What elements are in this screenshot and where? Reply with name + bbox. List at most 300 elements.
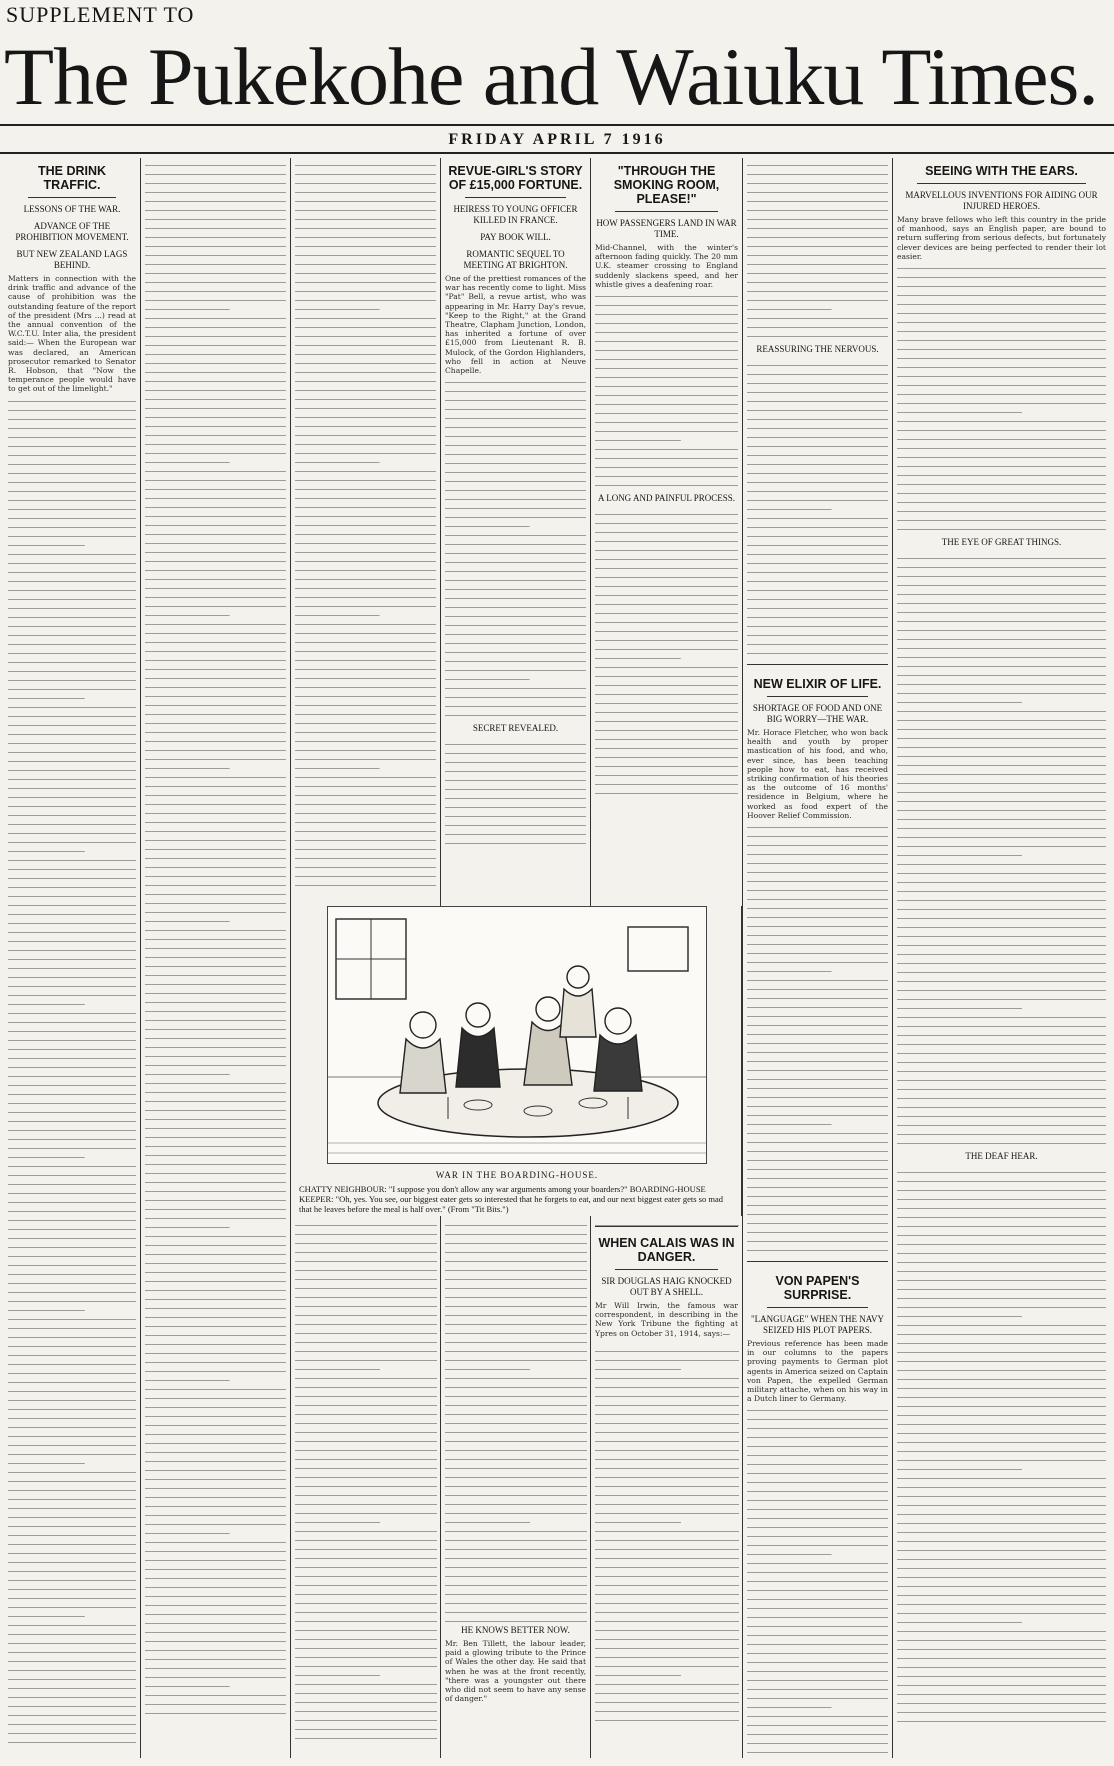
text-line [747,622,888,631]
text-line [595,337,738,346]
text-line [8,910,136,919]
text-line [145,1160,286,1169]
column-7 [892,158,1110,1758]
text-line [747,1093,888,1102]
text-line [897,1013,1106,1022]
text-line [8,1648,136,1657]
text-line [445,1509,587,1518]
text-line [295,1356,437,1365]
text-line [145,512,286,521]
text-line [747,841,888,850]
article-body-von-papen: Previous reference has been made in our columns to the papers proving payments to German plot agents in America seized on Captain von Papen, the expelled German military attache, when on his way in a Dutch liner to Germany. [747,1339,888,1404]
text-line [295,458,436,467]
text-line [445,794,586,803]
text-line [145,1043,286,1052]
text-line [897,1094,1106,1103]
text-line [145,692,286,701]
body-text-lines [897,554,1106,1148]
text-line [145,521,286,530]
text-line [145,260,286,269]
text-line [747,1415,888,1424]
text-line [295,332,436,341]
text-line [295,494,436,503]
text-line [897,1168,1106,1177]
text-line [747,640,888,649]
text-line [747,451,888,460]
text-line [897,372,1106,381]
text-line [8,937,136,946]
text-line [747,586,888,595]
text-line [897,869,1106,878]
text-line [8,712,136,721]
text-line [595,753,738,762]
text-line [747,577,888,586]
text-line [8,802,136,811]
text-line [747,1183,888,1192]
text-line [8,892,136,901]
text-line [747,1586,888,1595]
text-line [8,1675,136,1684]
text-line [295,701,436,710]
text-line [595,301,738,310]
text-line [595,1662,739,1671]
text-line [897,1213,1106,1222]
text-line [595,436,738,445]
text-line [145,1691,286,1700]
text-line [145,836,286,845]
text-line [747,868,888,877]
text-line [8,1099,136,1108]
text-line [445,702,586,711]
text-line [747,985,888,994]
article-body-smoking: Mid-Channel, with the winter's afternoon fading quickly. The 20 mm U.K. steamer crossing to England suddenly slackens speed, and her whistle gives a deafening roar. [595,243,738,289]
text-line [897,1447,1106,1456]
text-line [595,1671,739,1680]
text-line [145,1592,286,1601]
text-line [8,1081,136,1090]
text-line [8,1540,136,1549]
text-line [897,563,1106,572]
text-line [8,460,136,469]
text-line [295,1473,437,1482]
text-line [295,1671,437,1680]
text-line [747,370,888,379]
text-line [8,784,136,793]
text-line [295,1482,437,1491]
text-line [897,788,1106,797]
text-line [897,1330,1106,1339]
text-line [595,1572,739,1581]
text-line [897,1564,1106,1573]
text-line [295,1266,437,1275]
text-line [445,414,586,423]
text-line [145,323,286,332]
text-line [445,1356,587,1365]
text-line [747,1640,888,1649]
text-line [595,1491,739,1500]
text-line [897,644,1106,653]
text-line [295,1536,437,1545]
text-line [295,305,436,314]
text-line [145,1115,286,1124]
text-line [747,1505,888,1514]
text-line [747,314,888,323]
text-line [595,1689,739,1698]
text-line [8,541,136,550]
text-line [747,388,888,397]
text-line [8,1144,136,1153]
text-line [145,890,286,899]
text-line [145,1547,286,1556]
text-line [747,1442,888,1451]
text-line [295,1293,437,1302]
text-line [295,1527,437,1536]
text-line [145,1619,286,1628]
text-line [897,1546,1106,1555]
text-line [145,746,286,755]
text-line [8,676,136,685]
text-line [8,1522,136,1531]
text-line [897,1022,1106,1031]
text-line [897,806,1106,815]
text-line [445,441,586,450]
text-line [8,1441,136,1450]
text-line [295,737,436,746]
text-line [445,749,586,758]
text-line [747,931,888,940]
text-line [145,386,286,395]
text-line [747,1003,888,1012]
text-line [145,170,286,179]
text-line [747,296,888,305]
text-line [295,656,436,665]
text-line [8,928,136,937]
text-line [897,1609,1106,1618]
text-line [897,1456,1106,1465]
text-line [747,559,888,568]
text-line [145,1196,286,1205]
text-line [145,1673,286,1682]
text-line [897,581,1106,590]
text-line [445,477,586,486]
text-line [445,432,586,441]
text-line [595,1518,739,1527]
text-line [145,485,286,494]
text-line [8,1009,136,1018]
text-line [747,1523,888,1532]
text-line [145,1025,286,1034]
text-line [747,1066,888,1075]
cartoon-title: WAR IN THE BOARDING-HOUSE. [435,1170,599,1180]
headline-calais: WHEN CALAIS WAS IN DANGER. [598,1236,735,1264]
text-line [8,1720,136,1729]
text-line [445,1347,587,1356]
text-line [445,1536,587,1545]
article-body-ears: Many brave fellows who left this country in the pride of manhood, says an English paper, are bound to return suffering from serious defects, but fortunately clever devices are being perfected to render their lot easier. [897,215,1106,261]
text-line [295,206,436,215]
body-text-lines [445,740,586,848]
text-line [747,904,888,913]
text-line [145,215,286,224]
text-line [8,397,136,406]
text-line [445,405,586,414]
text-line [8,1288,136,1297]
body-text-lines [897,1168,1106,1726]
text-line [595,1347,739,1356]
text-line [8,694,136,703]
text-line [747,1541,888,1550]
text-line [145,1466,286,1475]
text-line [295,1725,437,1734]
text-line [747,361,888,370]
text-line [145,800,286,809]
text-line [897,453,1106,462]
text-line [897,480,1106,489]
text-line [595,1707,739,1716]
text-line [747,541,888,550]
text-line [897,572,1106,581]
text-line [145,467,286,476]
text-line [747,1649,888,1658]
text-line [295,1626,437,1635]
column-2 [140,158,290,1758]
text-line [145,413,286,422]
subhead-pay-book: PAY BOOK WILL. [480,232,551,242]
headline-seeing-ears: SEEING WITH THE EARS. [925,164,1078,178]
text-line [747,305,888,314]
text-line [897,887,1106,896]
text-line [897,1366,1106,1375]
text-line [8,415,136,424]
text-line [8,901,136,910]
text-line [295,215,436,224]
text-line [595,1599,739,1608]
text-line [145,287,286,296]
text-line [8,1243,136,1252]
text-line [295,1518,437,1527]
text-line [897,1321,1106,1330]
text-line [145,1241,286,1250]
text-line [445,1275,587,1284]
text-line [145,962,286,971]
text-line [897,1474,1106,1483]
text-line [897,797,1106,806]
text-line [145,845,286,854]
text-line [445,558,586,567]
text-line [295,1455,437,1464]
text-line [747,406,888,415]
text-line [145,1709,286,1718]
text-line [897,1348,1106,1357]
text-line [445,513,586,522]
text-line [595,627,738,636]
text-line [295,1365,437,1374]
text-line [595,1392,739,1401]
text-line [8,1378,136,1387]
text-line [295,1509,437,1518]
text-line [445,1284,587,1293]
text-line [295,818,436,827]
text-line [145,1520,286,1529]
text-line [897,1618,1106,1627]
text-line [8,496,136,505]
text-line [295,863,436,872]
text-line [295,1320,437,1329]
text-line [897,1636,1106,1645]
text-line [8,631,136,640]
text-line [145,1475,286,1484]
text-line [445,1311,587,1320]
text-line [295,1392,437,1401]
text-line [897,1627,1106,1636]
text-line [8,1252,136,1261]
text-line [897,444,1106,453]
text-line [145,647,286,656]
text-line [747,1219,888,1228]
text-line [897,1537,1106,1546]
text-line [897,417,1106,426]
text-line [8,1162,136,1171]
text-line [145,854,286,863]
text-line [8,550,136,559]
text-line [595,762,738,771]
article-body-knows: Mr. Ben Tillett, the labour leader, paid a glowing tribute to the Prince of Wales the other day. He said that when he was at the front recently, "there was a youngster out there who did not seem to have any sense of danger." [445,1639,586,1704]
text-line [445,423,586,432]
text-line [897,671,1106,680]
text-line [8,721,136,730]
text-line [897,725,1106,734]
text-line [747,1147,888,1156]
text-line [445,468,586,477]
article-body-drink: Matters in connection with the drink traffic and advance of the cause of prohibition was the outstanding feature of the report of the president (Mrs ...) read at the annual convention of the W.C.T.U. Inter alia, the president said:— When the European war was declared, an American prosecutor remarked to Senator R. Hobson, that "Now the temperance people would have to get out of the limelight." [8,274,136,394]
text-line [145,908,286,917]
text-line [445,576,586,585]
text-line [8,838,136,847]
text-line [145,917,286,926]
body-text-lines [897,264,1106,534]
text-line [145,431,286,440]
text-line [8,1585,136,1594]
text-line [595,1410,739,1419]
text-line [747,1424,888,1433]
text-line [445,803,586,812]
text-line [8,1216,136,1225]
text-line [145,674,286,683]
text-line [295,1383,437,1392]
text-line [8,1621,136,1630]
text-line [445,1545,587,1554]
text-line [595,472,738,481]
text-line [145,1439,286,1448]
text-line [145,1034,286,1043]
headline-smoking-room: "THROUGH THE SMOKING ROOM, PLEASE!" [613,164,720,206]
text-line [295,296,436,305]
text-line [295,179,436,188]
text-line [295,683,436,692]
text-line [747,433,888,442]
text-line [295,224,436,233]
text-line [145,863,286,872]
text-line [445,1464,587,1473]
text-line [8,1486,136,1495]
column-1 [4,158,140,1758]
text-line [145,629,286,638]
text-line [445,504,586,513]
text-line [747,1496,888,1505]
text-line [295,1716,437,1725]
text-line [145,1016,286,1025]
text-line [897,752,1106,761]
text-line [145,818,286,827]
text-line [145,1511,286,1520]
text-line [295,503,436,512]
text-line [145,1682,286,1691]
text-line [8,1234,136,1243]
text-line [897,896,1106,905]
text-line [747,1478,888,1487]
text-line [295,1338,437,1347]
text-line [8,586,136,595]
text-line [8,1261,136,1270]
text-line [145,359,286,368]
text-line [145,503,286,512]
text-line [445,1527,587,1536]
text-line [897,435,1106,444]
text-line [445,612,586,621]
text-line [295,242,436,251]
text-line [445,1455,587,1464]
text-line [295,368,436,377]
text-line [8,748,136,757]
text-line [747,1559,888,1568]
text-line [145,1430,286,1439]
text-line [145,314,286,323]
text-line [445,1554,587,1563]
subhead-haig: SIR DOUGLAS HAIG KNOCKED OUT BY A SHELL. [601,1276,732,1297]
text-line [747,278,888,287]
text-line [747,949,888,958]
text-line [747,1156,888,1165]
text-line [295,1419,437,1428]
text-line [145,1133,286,1142]
text-line [747,206,888,215]
text-line [445,830,586,839]
text-line [747,850,888,859]
text-line [445,1446,587,1455]
text-line [8,442,136,451]
text-line [145,179,286,188]
text-line [595,1464,739,1473]
text-line [295,251,436,260]
text-line [595,636,738,645]
text-line [445,1302,587,1311]
text-line [747,523,888,532]
text-line [747,1757,888,1758]
text-line [897,554,1106,563]
text-line [8,1603,136,1612]
text-line [897,1139,1106,1148]
body-text-lines [8,397,136,1747]
text-line [445,1248,587,1257]
text-line [747,1129,888,1138]
text-line [897,1177,1106,1186]
subhead-passengers: HOW PASSENGERS LAND IN WAR TIME. [596,218,737,239]
text-line [595,672,738,681]
text-line [897,950,1106,959]
text-line [145,1061,286,1070]
text-line [445,1257,587,1266]
text-line [747,469,888,478]
